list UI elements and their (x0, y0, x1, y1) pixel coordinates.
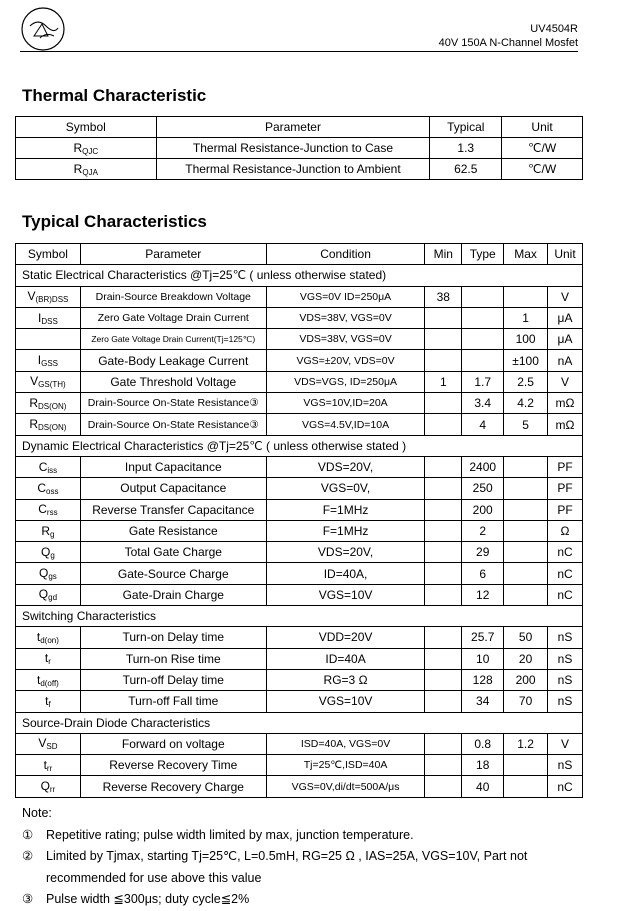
unit-cell: nC (548, 563, 583, 584)
table-row (16, 648, 583, 669)
type-cell: 2 (462, 520, 504, 541)
condition-cell: VGS=4.5V,ID=10A (266, 414, 425, 435)
parameter-cell: Reverse Recovery Time (80, 755, 266, 776)
max-cell: 4.2 (504, 393, 548, 414)
parameter-cell: Turn-on Rise time (80, 648, 266, 669)
symbol-cell (16, 627, 81, 648)
condition-cell: VGS=0V, (266, 478, 425, 499)
symbol-cell (16, 691, 81, 712)
symbol-letter: R (29, 417, 39, 432)
table-row (16, 138, 583, 159)
min-cell (425, 627, 462, 648)
note-text: Limited by Tjmax, starting Tj=25℃, L=0.5mH, RG=25 Ω , IAS=25A, VGS=10V, Part not recommended for use above this value (46, 849, 528, 885)
unit-cell: nS (548, 755, 583, 776)
unit-cell: nS (548, 669, 583, 690)
min-cell (425, 456, 462, 477)
max-cell: 2.5 (504, 371, 548, 392)
symbol-subscript: gs (48, 572, 57, 582)
notes-list (22, 825, 582, 911)
min-cell (425, 776, 462, 797)
table-row (16, 350, 583, 371)
unit-cell: ℃/W (502, 138, 583, 159)
max-cell: 100 (504, 329, 548, 350)
unit-cell: PF (548, 499, 583, 520)
unit-cell: mΩ (548, 393, 583, 414)
note-item (22, 825, 582, 847)
table-row (16, 478, 583, 499)
symbol-cell (16, 350, 81, 371)
condition-cell: VGS=0V,di/dt=500A/μs (266, 776, 425, 797)
symbol-letter: Q (41, 544, 51, 559)
symbol-subscript: QJC (82, 146, 99, 156)
unit-cell: nC (548, 584, 583, 605)
symbol-subscript: gd (48, 593, 58, 603)
symbol-cell (16, 499, 81, 520)
symbol-cell (16, 563, 81, 584)
min-cell (425, 584, 462, 605)
parameter-cell: Gate-Drain Charge (80, 584, 266, 605)
max-cell (504, 584, 548, 605)
parameter-cell: Zero Gate Voltage Drain Current (80, 307, 266, 328)
parameter-cell: Gate Threshold Voltage (80, 371, 266, 392)
max-cell: 200 (504, 669, 548, 690)
min-cell (425, 499, 462, 520)
section-row (16, 712, 583, 733)
table-row (16, 414, 583, 435)
section-row (16, 435, 583, 456)
table-row (16, 733, 583, 754)
parameter-cell: Zero Gate Voltage Drain Current(Tj=125℃) (80, 329, 266, 350)
company-logo (20, 6, 66, 52)
symbol-letter: t (45, 693, 49, 708)
unit-cell: V (548, 371, 583, 392)
symbol-letter: V (38, 736, 47, 751)
table-row (16, 307, 583, 328)
condition-cell: VGS=10V (266, 584, 425, 605)
typical-cell: 62.5 (430, 159, 502, 180)
symbol-cell (16, 584, 81, 605)
notes-block (22, 803, 582, 911)
typical-header-row (16, 244, 583, 265)
typical-col-min: Min (425, 244, 462, 265)
symbol-letter: C (38, 459, 48, 474)
symbol-subscript: rr (49, 785, 56, 795)
symbol-cell (16, 755, 81, 776)
table-row (16, 776, 583, 797)
table-row (16, 669, 583, 690)
unit-cell: μA (548, 307, 583, 328)
unit-cell: V (548, 733, 583, 754)
unit-cell: mΩ (548, 414, 583, 435)
type-cell: 10 (462, 648, 504, 669)
note-number: ③ (22, 892, 34, 906)
min-cell (425, 563, 462, 584)
condition-cell: F=1MHz (266, 499, 425, 520)
type-cell: 4 (462, 414, 504, 435)
symbol-subscript: DSS (41, 316, 58, 326)
min-cell (425, 329, 462, 350)
table-row (16, 584, 583, 605)
unit-cell: PF (548, 456, 583, 477)
table-row (16, 542, 583, 563)
condition-cell: VGS=0V ID=250μA (266, 286, 425, 307)
parameter-cell: Gate Resistance (80, 520, 266, 541)
type-cell: 128 (462, 669, 504, 690)
unit-cell: nS (548, 627, 583, 648)
note-text: Repetitive rating; pulse width limited by max, junction temperature. (46, 827, 414, 842)
symbol-letter: Q (39, 566, 49, 581)
section-label: Switching Characteristics (16, 606, 583, 627)
symbol-subscript: DS(ON) (38, 401, 67, 411)
symbol-cell (16, 307, 81, 328)
table-row (16, 627, 583, 648)
type-cell (462, 350, 504, 371)
note-text: Pulse width ≦300μs; duty cycle≦2% (46, 892, 250, 906)
symbol-letter: C (38, 502, 47, 517)
max-cell: 5 (504, 414, 548, 435)
max-cell (504, 563, 548, 584)
condition-cell: F=1MHz (266, 520, 425, 541)
typical-col-condition: Condition (266, 244, 425, 265)
condition-cell: VGS=±20V, VDS=0V (266, 350, 425, 371)
max-cell (504, 755, 548, 776)
type-cell: 25.7 (462, 627, 504, 648)
type-cell: 200 (462, 499, 504, 520)
condition-cell: Tj=25℃,ISD=40A (266, 755, 425, 776)
symbol-letter: t (43, 757, 47, 772)
symbol-cell (16, 138, 157, 159)
type-cell (462, 329, 504, 350)
type-cell: 3.4 (462, 393, 504, 414)
symbol-cell (16, 669, 81, 690)
min-cell: 38 (425, 286, 462, 307)
parameter-cell: Gate-Body Leakage Current (80, 350, 266, 371)
max-cell: 1 (504, 307, 548, 328)
unit-cell: PF (548, 478, 583, 499)
table-row (16, 286, 583, 307)
symbol-subscript: g (50, 529, 55, 539)
symbol-letter: Q (38, 587, 49, 602)
table-row (16, 159, 583, 180)
min-cell (425, 669, 462, 690)
min-cell (425, 393, 462, 414)
note-item (22, 889, 582, 911)
min-cell (425, 350, 462, 371)
symbol-letter: R (73, 140, 83, 155)
symbol-subscript: rr (46, 763, 53, 773)
thermal-col-parameter: Parameter (156, 117, 430, 138)
max-cell (504, 456, 548, 477)
symbol-letter: t (44, 651, 49, 666)
max-cell: 20 (504, 648, 548, 669)
min-cell (425, 733, 462, 754)
section-label: Static Electrical Characteristics @Tj=25℃ ( unless otherwise stated) (16, 265, 583, 286)
symbol-cell (16, 648, 81, 669)
condition-cell: ISD=40A, VGS=0V (266, 733, 425, 754)
parameter-cell: Reverse Recovery Charge (80, 776, 266, 797)
symbol-subscript: SD (46, 742, 58, 752)
type-cell (462, 307, 504, 328)
symbol-subscript: iss (47, 465, 58, 475)
parameter-cell: Turn-on Delay time (80, 627, 266, 648)
notes-title: Note: (22, 806, 52, 820)
condition-cell: VDD=20V (266, 627, 425, 648)
symbol-cell (16, 329, 81, 350)
parameter-cell: Input Capacitance (80, 456, 266, 477)
symbol-cell (16, 159, 157, 180)
condition-cell: ID=40A, (266, 563, 425, 584)
parameter-cell: Turn-off Fall time (80, 691, 266, 712)
thermal-header-row (16, 117, 583, 138)
table-row (16, 393, 583, 414)
note-number: ① (22, 827, 34, 842)
table-row (16, 329, 583, 350)
typical-col-parameter: Parameter (80, 244, 266, 265)
symbol-cell (16, 286, 81, 307)
min-cell (425, 520, 462, 541)
type-cell: 0.8 (462, 733, 504, 754)
table-row (16, 456, 583, 477)
table-row (16, 371, 583, 392)
symbol-subscript: d(off) (40, 678, 59, 688)
symbol-subscript: GS(TH) (38, 380, 66, 390)
symbol-cell (16, 520, 81, 541)
symbol-subscript: f (48, 699, 51, 709)
symbol-subscript: oss (46, 486, 59, 496)
symbol-letter: I (37, 353, 42, 368)
symbol-letter: R (41, 523, 51, 538)
symbol-cell (16, 542, 81, 563)
min-cell: 1 (425, 371, 462, 392)
symbol-cell (16, 733, 81, 754)
symbol-cell (16, 393, 81, 414)
symbol-cell (16, 371, 81, 392)
symbol-letter: C (37, 480, 47, 495)
unit-cell: nC (548, 776, 583, 797)
symbol-cell (16, 478, 81, 499)
thermal-col-symbol: Symbol (16, 117, 157, 138)
max-cell: 70 (504, 691, 548, 712)
thermal-col-typical: Typical (430, 117, 502, 138)
type-cell: 12 (462, 584, 504, 605)
parameter-cell: Drain-Source On-State Resistance③ (80, 393, 266, 414)
parameter-cell: Thermal Resistance-Junction to Case (156, 138, 430, 159)
type-cell: 29 (462, 542, 504, 563)
typical-title: Typical Characteristics (22, 212, 207, 231)
typical-cell: 1.3 (430, 138, 502, 159)
type-cell: 18 (462, 755, 504, 776)
min-cell (425, 414, 462, 435)
symbol-letter: t (36, 629, 41, 644)
condition-cell: RG=3 Ω (266, 669, 425, 690)
unit-cell: μA (548, 329, 583, 350)
condition-cell: VGS=10V,ID=20A (266, 393, 425, 414)
table-row (16, 691, 583, 712)
symbol-letter: I (38, 310, 42, 325)
thermal-col-unit: Unit (502, 117, 583, 138)
symbol-subscript: rss (46, 508, 58, 518)
typical-col-type: Type (462, 244, 504, 265)
symbol-cell (16, 414, 81, 435)
max-cell (504, 542, 548, 563)
type-cell: 6 (462, 563, 504, 584)
parameter-cell: Drain-Source On-State Resistance③ (80, 414, 266, 435)
section-row (16, 265, 583, 286)
parameter-cell: Drain-Source Breakdown Voltage (80, 286, 266, 307)
min-cell (425, 691, 462, 712)
unit-cell: Ω (548, 520, 583, 541)
symbol-cell (16, 456, 81, 477)
max-cell (504, 776, 548, 797)
max-cell: 1.2 (504, 733, 548, 754)
max-cell: 50 (504, 627, 548, 648)
max-cell (504, 478, 548, 499)
symbol-subscript: (BR)DSS (35, 295, 69, 305)
symbol-subscript: r (48, 657, 51, 667)
max-cell (504, 286, 548, 307)
parameter-cell: Turn-off Delay time (80, 669, 266, 690)
unit-cell: nC (548, 542, 583, 563)
parameter-cell: Output Capacitance (80, 478, 266, 499)
symbol-letter: R (29, 395, 39, 410)
unit-cell: nS (548, 648, 583, 669)
thermal-table (15, 116, 583, 180)
symbol-subscript: GSS (41, 359, 59, 369)
typical-col-max: Max (504, 244, 548, 265)
thermal-title: Thermal Characteristic (22, 86, 207, 105)
symbol-letter: R (73, 161, 83, 176)
type-cell: 250 (462, 478, 504, 499)
typical-col-unit: Unit (548, 244, 583, 265)
condition-cell: VGS=10V (266, 691, 425, 712)
condition-cell: VDS=38V, VGS=0V (266, 329, 425, 350)
unit-cell: nS (548, 691, 583, 712)
header-divider (20, 51, 578, 52)
min-cell (425, 542, 462, 563)
type-cell: 1.7 (462, 371, 504, 392)
max-cell (504, 520, 548, 541)
condition-cell: VDS=20V, (266, 542, 425, 563)
symbol-letter: t (36, 672, 41, 687)
type-cell: 40 (462, 776, 504, 797)
symbol-letter: V (27, 289, 36, 304)
symbol-letter: V (30, 374, 39, 389)
unit-cell: V (548, 286, 583, 307)
part-number: UV4504R (530, 23, 578, 35)
note-number: ② (22, 849, 34, 863)
table-row (16, 520, 583, 541)
table-row (16, 499, 583, 520)
unit-cell: ℃/W (502, 159, 583, 180)
condition-cell: VDS=38V, VGS=0V (266, 307, 425, 328)
condition-cell: VDS=VGS, ID=250μA (266, 371, 425, 392)
table-row (16, 755, 583, 776)
unit-cell: nA (548, 350, 583, 371)
min-cell (425, 648, 462, 669)
section-label: Dynamic Electrical Characteristics @Tj=25℃ ( unless otherwise stated ) (16, 435, 583, 456)
min-cell (425, 307, 462, 328)
symbol-subscript: d(on) (40, 635, 59, 645)
max-cell (504, 499, 548, 520)
symbol-letter: Q (40, 779, 50, 794)
parameter-cell: Gate-Source Charge (80, 563, 266, 584)
part-description: 40V 150A N-Channel Mosfet (438, 37, 578, 49)
symbol-subscript: DS(ON) (38, 423, 67, 433)
symbol-subscript: QJA (82, 167, 98, 177)
symbol-subscript: g (50, 550, 55, 560)
type-cell: 34 (462, 691, 504, 712)
parameter-cell: Total Gate Charge (80, 542, 266, 563)
type-cell (462, 286, 504, 307)
parameter-cell: Forward on voltage (80, 733, 266, 754)
section-label: Source-Drain Diode Characteristics (16, 712, 583, 733)
typical-col-symbol: Symbol (16, 244, 81, 265)
parameter-cell: Thermal Resistance-Junction to Ambient (156, 159, 430, 180)
symbol-cell (16, 776, 81, 797)
condition-cell: ID=40A (266, 648, 425, 669)
max-cell: ±100 (504, 350, 548, 371)
min-cell (425, 755, 462, 776)
condition-cell: VDS=20V, (266, 456, 425, 477)
table-row (16, 563, 583, 584)
min-cell (425, 478, 462, 499)
section-row (16, 606, 583, 627)
typical-table (15, 243, 583, 798)
parameter-cell: Reverse Transfer Capacitance (80, 499, 266, 520)
type-cell: 2400 (462, 456, 504, 477)
note-item (22, 846, 582, 889)
